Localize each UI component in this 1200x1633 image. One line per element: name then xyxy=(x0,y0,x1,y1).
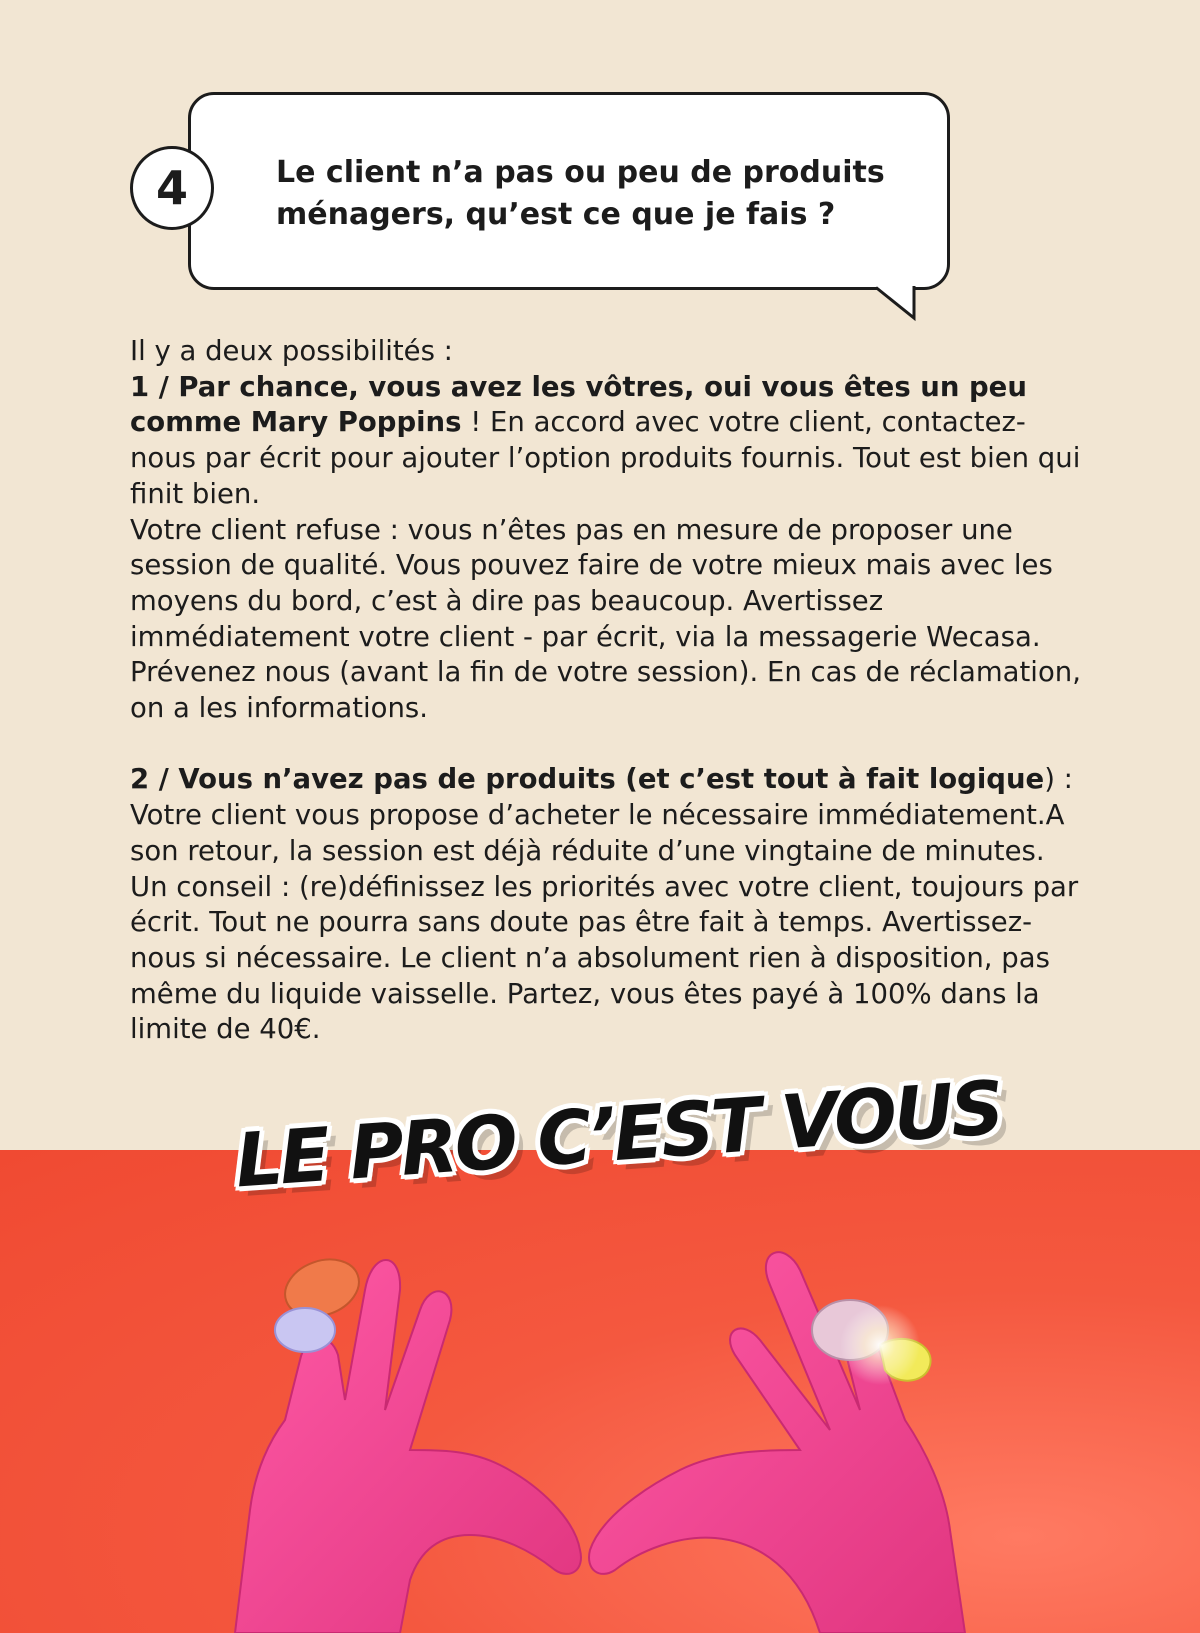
paragraph-gap xyxy=(130,727,1090,763)
option-1-paragraph xyxy=(130,370,1090,513)
bottom-band xyxy=(0,1150,1200,1633)
intro-text: Il y a deux possibilités : xyxy=(130,335,453,367)
option-1-refuse-text: Votre client refuse : vous n’êtes pas en mesure de proposer une session de qualité. Vous pouvez faire de votre mieux mais avec les moyens du bord, c’est à dire pas beaucoup. Avertissez immédiatement votre client - par écrit, via la messagerie Wecasa. Prévenez nous (avant la fin de votre session). En cas de réclamation, on a les informations. xyxy=(130,513,1081,725)
right-glove xyxy=(589,1252,965,1633)
question-number: 4 xyxy=(155,161,188,215)
option-2-colon: ) : xyxy=(1044,763,1073,796)
option-2-paragraph xyxy=(130,762,1090,798)
bubble-tail xyxy=(876,286,916,322)
left-rings xyxy=(275,1250,367,1352)
question-text: Le client n’a pas ou peu de produits ménagers, qu’est ce que je fais ? xyxy=(276,155,885,232)
option-2-text: Votre client vous propose d’acheter le nécessaire immédiatement.A son retour, la session est déjà réduite d’une vingtaine de minutes. Un conseil : (re)définissez les priorités avec votre client, toujours par écrit. Tout ne pourra sans doute pas être fait à temps. Avertissez-nous si nécessaire. Le client n’a absolument rien à disposition, pas même du liquide vaisselle. Partez, vous êtes payé à 100% dans la limite de 40€. xyxy=(130,799,1079,1046)
question-number-badge xyxy=(130,146,214,230)
slogan: LE PRO C’EST VOUS xyxy=(232,1065,1004,1205)
option-1-heading: 1 / Par chance, vous avez les vôtres, oui vous êtes un peu comme Mary Poppins xyxy=(130,370,1027,439)
option-2-heading: 2 / Vous n’avez pas de produits (et c’est tout à fait logique xyxy=(130,763,1045,796)
answer-body xyxy=(130,334,1090,1048)
option-1-text: ! En accord avec votre client, contactez-nous par écrit pour ajouter l’option produits fournis. Tout est bien qui finit bien. xyxy=(130,406,1081,510)
heart-gloves-illustration xyxy=(0,1150,1200,1633)
